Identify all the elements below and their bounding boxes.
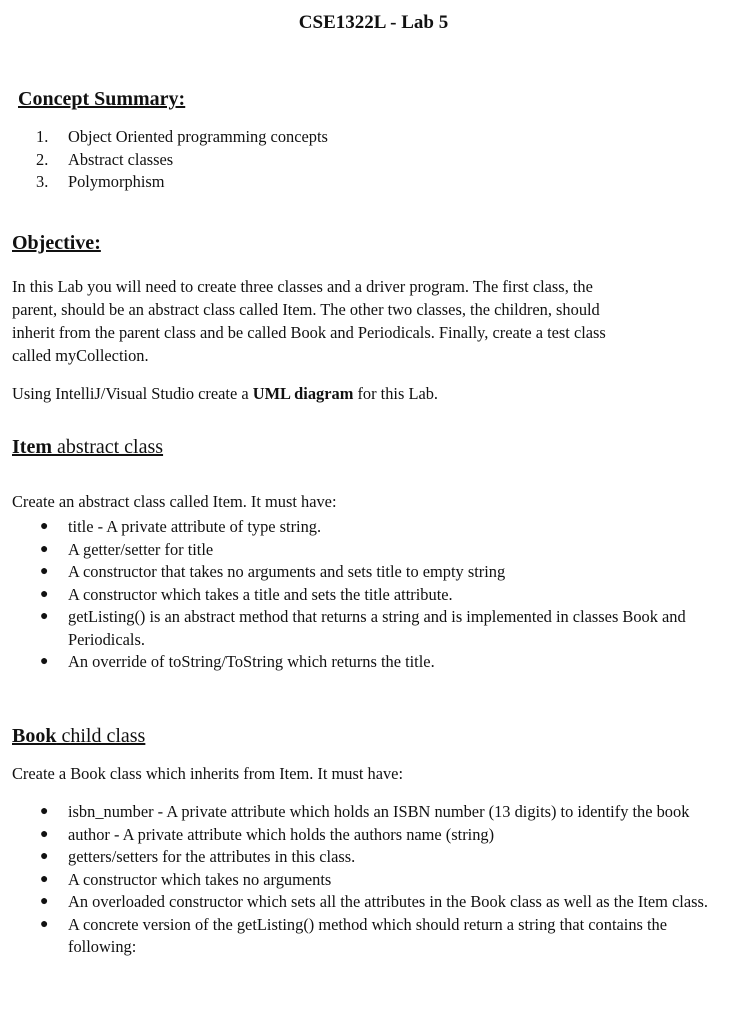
list-item: ● A constructor that takes no arguments and sets title to empty string: [40, 562, 506, 581]
list-item: ● An overloaded constructor which sets all the attributes in the Book class as well as the Item class.: [40, 892, 708, 911]
uml-instruction: Using IntelliJ/Visual Studio create a UML diagram for this Lab.: [12, 384, 439, 403]
list-item: 3. Polymorphism: [36, 172, 165, 191]
list-item: 2. Abstract classes: [36, 149, 174, 169]
objective-heading: Objective:: [12, 232, 101, 254]
paragraph-line: inherit from the parent class and be called Book and Periodicals. Finally, create a test class: [12, 323, 606, 342]
book-requirements-list: [12, 801, 732, 959]
book-section-heading: Book child class: [12, 725, 146, 747]
list-item: ● A constructor which takes no arguments: [40, 869, 332, 889]
document-title: CSE1322L - Lab 5: [298, 12, 449, 33]
item-section-heading: Item abstract class: [12, 436, 164, 458]
list-item: ● A concrete version of the getListing() method which should return a string that contains the following:: [40, 914, 668, 956]
paragraph-line: called myCollection.: [12, 346, 149, 365]
list-item: ● A getter/setter for title: [40, 539, 214, 559]
concept-summary-list: [36, 126, 328, 194]
item-section-intro: Create an abstract class called Item. It must have:: [12, 492, 337, 511]
item-requirements-list: [12, 516, 747, 674]
list-item: ● isbn_number - A private attribute which holds an ISBN number (13 digits) to identify the book: [40, 802, 690, 821]
book-section-intro: Create a Book class which inherits from Item. It must have:: [12, 764, 403, 783]
list-item: ● getListing() is an abstract method that returns a string and is implemented in classes Book and Periodicals.: [40, 607, 686, 649]
list-item: ● title - A private attribute of type string.: [40, 517, 322, 536]
concept-summary-heading: Concept Summary:: [18, 88, 186, 110]
list-item: ● author - A private attribute which holds the authors name (string): [40, 824, 495, 844]
paragraph-line: parent, should be an abstract class called Item. The other two classes, the children, should: [12, 300, 600, 319]
paragraph-line: In this Lab you will need to create three classes and a driver program. The first class, the: [12, 277, 593, 296]
list-item: ● A constructor which takes a title and sets the title attribute.: [40, 584, 453, 604]
uml-diagram-emphasis: UML diagram: [252, 384, 354, 403]
list-item: ● getters/setters for the attributes in this class.: [40, 847, 356, 866]
list-item: 1. Object Oriented programming concepts: [36, 127, 328, 146]
list-item: ● An override of toString/ToString which returns the title.: [40, 652, 435, 671]
objective-paragraph: [12, 275, 606, 367]
